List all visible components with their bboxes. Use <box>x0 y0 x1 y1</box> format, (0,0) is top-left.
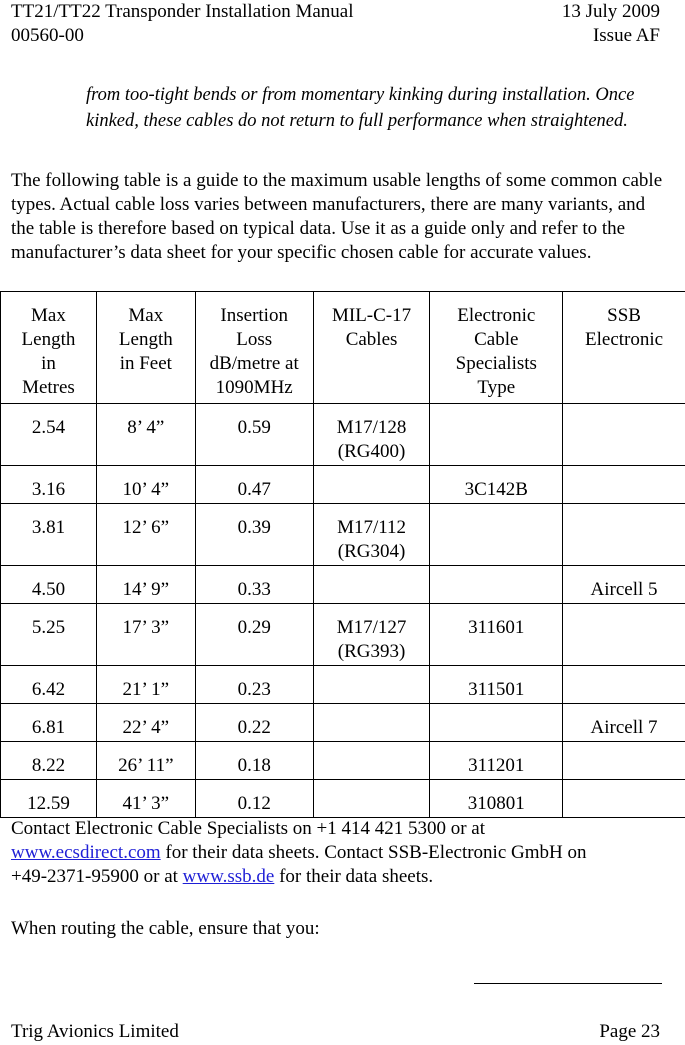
intro-paragraph: The following table is a guide to the maximum usable lengths of some common cable types. Actual cable loss varies between manufacturers, there are many variants, and the table is therefore based on typical data. Use it as a guide only and refer to the manufacturer’s data sheet for your specific chosen cable for accurate values. <box>11 170 663 263</box>
cell-length-metres: 12.59 <box>1 780 97 818</box>
cell-insertion-loss: 0.18 <box>195 742 313 780</box>
cell-ecs-type: 311601 <box>430 604 563 666</box>
header-line: Max <box>31 305 66 326</box>
cell-ssb-electronic <box>563 666 685 704</box>
header-line: in Feet <box>119 353 172 374</box>
contact-text-3: +49-2371-95900 or at <box>11 866 183 887</box>
cell-ecs-type <box>430 566 563 604</box>
header-line: Cables <box>345 329 398 350</box>
page-header <box>11 0 660 48</box>
mil-spec-line: M17/127 <box>336 617 407 638</box>
table-row <box>1 742 685 780</box>
header-line: MIL-C-17 <box>331 305 412 326</box>
table-row <box>1 466 685 504</box>
cell-length-metres: 4.50 <box>1 566 97 604</box>
cell-length-feet: 8’ 4” <box>96 404 195 466</box>
cable-kinking-note: from too-tight bends or from momentary kinking during installation. Once kinked, these cables do not return to full performance when straightened. <box>86 85 635 131</box>
cell-insertion-loss: 0.33 <box>195 566 313 604</box>
cell-ssb-electronic <box>563 466 685 504</box>
mil-spec-line: M17/128 <box>336 417 407 438</box>
cell-ssb-electronic: Aircell 7 <box>563 704 685 742</box>
header-max-length-metres <box>1 292 97 404</box>
header-line: in <box>41 353 56 374</box>
page-number: Page 23 <box>599 1021 660 1042</box>
header-line: Loss <box>236 329 273 350</box>
cell-length-feet: 21’ 1” <box>96 666 195 704</box>
header-line: Length <box>21 329 76 350</box>
cell-ecs-type <box>430 404 563 466</box>
cell-insertion-loss: 0.29 <box>195 604 313 666</box>
cell-length-metres: 2.54 <box>1 404 97 466</box>
header-mil-c-17-cables <box>313 292 430 404</box>
contact-paragraph <box>11 817 671 889</box>
contact-text-2: for their data sheets. Contact SSB-Electronic GmbH on <box>160 842 587 863</box>
header-ssb-electronic <box>563 292 685 404</box>
cell-ecs-type <box>430 504 563 566</box>
cell-ssb-electronic <box>563 604 685 666</box>
cell-mil-c-17 <box>313 780 430 818</box>
cell-mil-c-17 <box>313 504 430 566</box>
table-row <box>1 404 685 466</box>
cell-length-feet: 10’ 4” <box>96 466 195 504</box>
cell-mil-c-17 <box>313 704 430 742</box>
mil-spec-line: (RG393) <box>337 641 406 662</box>
header-line: Max <box>128 305 164 326</box>
table-row <box>1 566 685 604</box>
manual-title: TT21/TT22 Transponder Installation Manual <box>11 1 354 22</box>
cell-ssb-electronic <box>563 504 685 566</box>
routing-intro: When routing the cable, ensure that you: <box>11 918 320 939</box>
cell-mil-c-17 <box>313 566 430 604</box>
cell-length-feet: 41’ 3” <box>96 780 195 818</box>
table-row <box>1 604 685 666</box>
header-line: Electronic <box>457 305 536 326</box>
contact-text-1: Contact Electronic Cable Specialists on +1 414 421 5300 or at <box>11 818 486 839</box>
cell-insertion-loss: 0.12 <box>195 780 313 818</box>
header-line: Electronic <box>585 329 664 350</box>
cell-insertion-loss: 0.59 <box>195 404 313 466</box>
cell-ecs-type <box>430 704 563 742</box>
cell-mil-c-17 <box>313 742 430 780</box>
cell-ssb-electronic: Aircell 5 <box>563 566 685 604</box>
footer-rule <box>474 983 662 984</box>
cell-insertion-loss: 0.39 <box>195 504 313 566</box>
cell-mil-c-17 <box>313 404 430 466</box>
mil-spec-line: (RG400) <box>337 441 406 462</box>
cell-ecs-type: 310801 <box>430 780 563 818</box>
cell-length-metres: 6.81 <box>1 704 97 742</box>
header-insertion-loss <box>195 292 313 404</box>
header-max-length-feet <box>96 292 195 404</box>
table-header-row <box>1 292 685 404</box>
cell-ecs-type: 311501 <box>430 666 563 704</box>
contact-text-4: for their data sheets. <box>274 866 434 887</box>
cable-length-table <box>0 291 685 818</box>
cell-ssb-electronic <box>563 404 685 466</box>
cell-length-feet: 14’ 9” <box>96 566 195 604</box>
header-line: SSB <box>607 305 641 326</box>
header-line: Type <box>477 377 516 398</box>
header-line: Length <box>118 329 173 350</box>
cell-length-metres: 3.16 <box>1 466 97 504</box>
cell-ecs-type: 311201 <box>430 742 563 780</box>
cell-length-feet: 17’ 3” <box>96 604 195 666</box>
company-name: Trig Avionics Limited <box>11 1021 179 1042</box>
cell-length-metres: 6.42 <box>1 666 97 704</box>
cell-length-metres: 3.81 <box>1 504 97 566</box>
header-line: Specialists <box>455 353 537 374</box>
cell-ecs-type: 3C142B <box>430 466 563 504</box>
page-footer <box>11 1020 660 1044</box>
header-line: dB/metre at <box>209 353 299 374</box>
mil-spec-line: (RG304) <box>337 541 406 562</box>
issue-label: Issue AF <box>592 25 660 46</box>
header-line: 1090MHz <box>215 377 293 398</box>
header-line: Cable <box>474 329 519 350</box>
ecs-website-link[interactable]: www.ecsdirect.com <box>11 842 161 863</box>
manual-date: 13 July 2009 <box>561 1 660 22</box>
cell-length-metres: 8.22 <box>1 742 97 780</box>
cell-insertion-loss: 0.23 <box>195 666 313 704</box>
cell-length-feet: 26’ 11” <box>96 742 195 780</box>
table-row <box>1 704 685 742</box>
mil-spec-line: M17/112 <box>337 517 407 538</box>
header-line: Insertion <box>220 305 288 326</box>
cell-mil-c-17 <box>313 604 430 666</box>
cell-mil-c-17 <box>313 666 430 704</box>
cell-insertion-loss: 0.22 <box>195 704 313 742</box>
cell-ssb-electronic <box>563 780 685 818</box>
document-number: 00560-00 <box>11 25 84 46</box>
ssb-website-link[interactable]: www.ssb.de <box>182 866 275 887</box>
header-line: Metres <box>22 377 75 398</box>
cell-length-metres: 5.25 <box>1 604 97 666</box>
cell-insertion-loss: 0.47 <box>195 466 313 504</box>
header-ecs-type <box>430 292 563 404</box>
cell-length-feet: 22’ 4” <box>96 704 195 742</box>
table-row <box>1 504 685 566</box>
cell-length-feet: 12’ 6” <box>96 504 195 566</box>
table-row <box>1 780 685 818</box>
table-row <box>1 666 685 704</box>
cell-ssb-electronic <box>563 742 685 780</box>
cell-mil-c-17 <box>313 466 430 504</box>
